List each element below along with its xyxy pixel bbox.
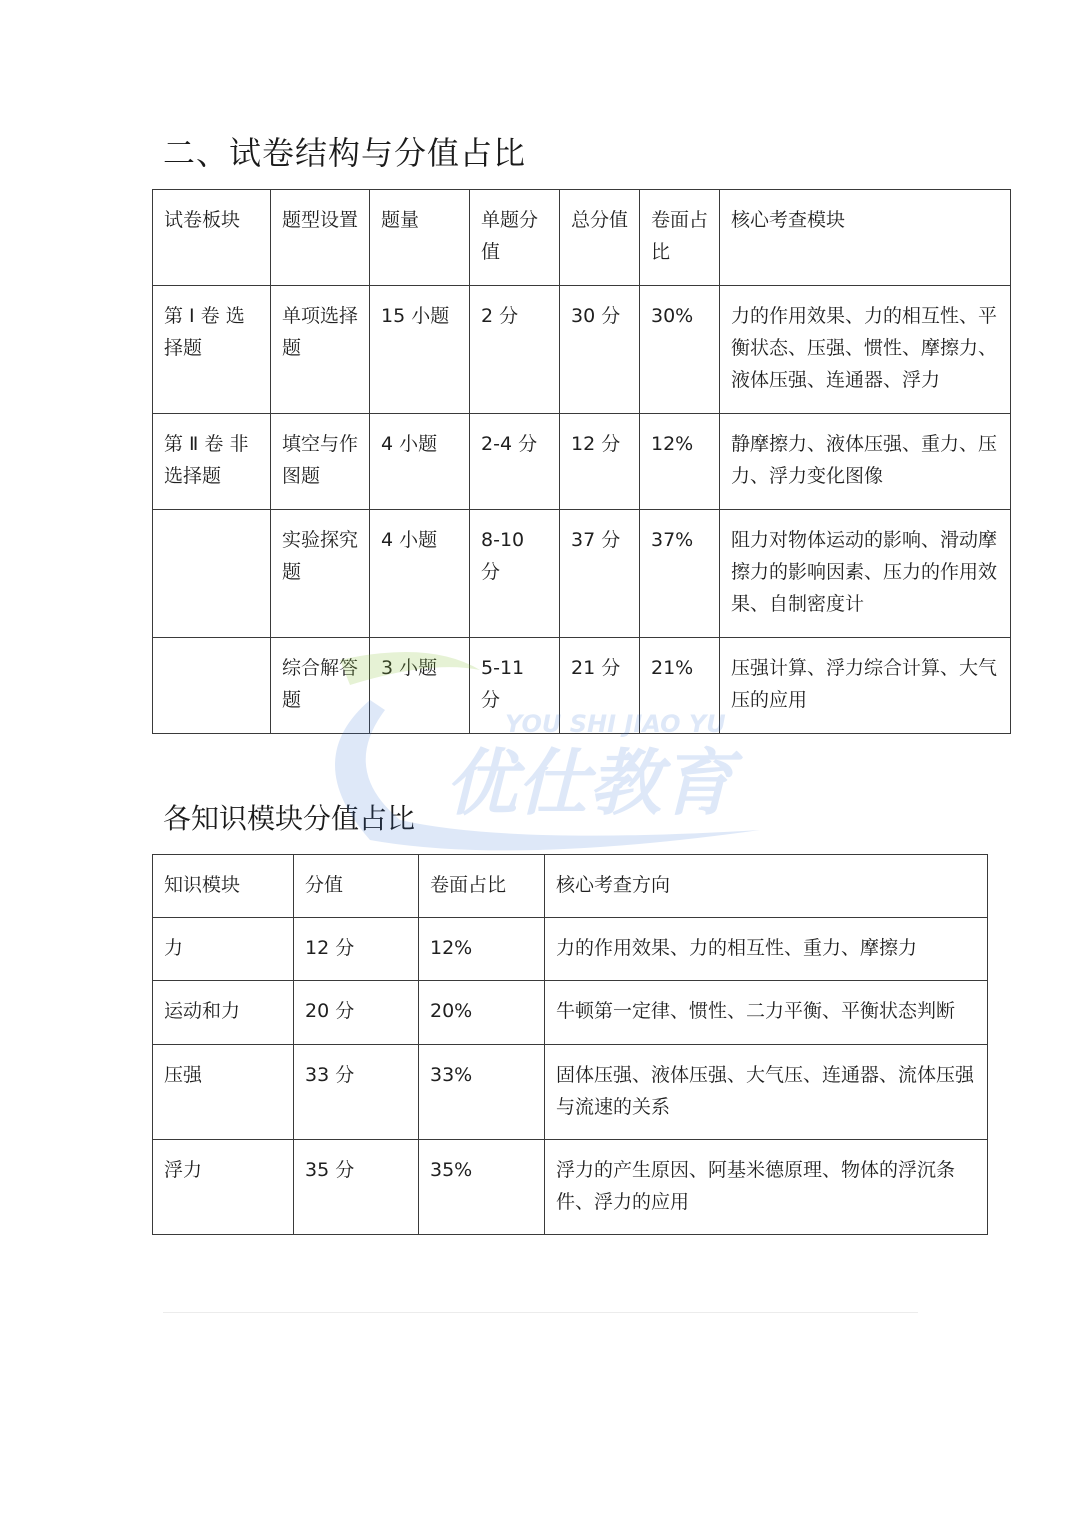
table-row — [153, 1140, 988, 1235]
table-cell — [153, 510, 271, 638]
table-cell: 4 小题 — [370, 414, 470, 510]
table-cell: 单项选择题 — [271, 286, 370, 414]
header-cell: 题量 — [370, 190, 470, 286]
table-cell: 压强 — [153, 1045, 294, 1140]
table-cell: 35% — [419, 1140, 545, 1235]
header-cell: 卷面占比 — [640, 190, 720, 286]
table-row — [153, 510, 1011, 638]
header-cell: 单题分值 — [470, 190, 560, 286]
table-cell: 33 分 — [294, 1045, 419, 1140]
table-cell: 12 分 — [560, 414, 640, 510]
table-cell: 30 分 — [560, 286, 640, 414]
table-cell: 浮力的产生原因、阿基米德原理、物体的浮沉条件、浮力的应用 — [545, 1140, 988, 1235]
table-cell: 2 分 — [470, 286, 560, 414]
table-cell: 37 分 — [560, 510, 640, 638]
table-cell: 力的作用效果、力的相互性、重力、摩擦力 — [545, 918, 988, 981]
table-cell: 8-10 分 — [470, 510, 560, 638]
header-cell: 总分值 — [560, 190, 640, 286]
table-cell: 固体压强、液体压强、大气压、连通器、流体压强与流速的关系 — [545, 1045, 988, 1140]
header-cell: 试卷板块 — [153, 190, 271, 286]
table-header-row — [153, 855, 988, 918]
header-cell: 核心考查模块 — [720, 190, 1011, 286]
table-cell: 21% — [640, 638, 720, 734]
table-cell: 2-4 分 — [470, 414, 560, 510]
table-cell: 力的作用效果、力的相互性、平衡状态、压强、惯性、摩擦力、液体压强、连通器、浮力 — [720, 286, 1011, 414]
table-cell — [153, 638, 271, 734]
table-cell: 12% — [640, 414, 720, 510]
table-cell: 33% — [419, 1045, 545, 1140]
exam-structure-table — [152, 189, 1011, 734]
table-cell: 30% — [640, 286, 720, 414]
table-row — [153, 638, 1011, 734]
table-cell: 填空与作图题 — [271, 414, 370, 510]
header-cell: 核心考查方向 — [545, 855, 988, 918]
table-row — [153, 414, 1011, 510]
table-cell: 20% — [419, 981, 545, 1045]
table-row — [153, 286, 1011, 414]
knowledge-module-table — [152, 854, 988, 1235]
table-cell: 3 小题 — [370, 638, 470, 734]
table-cell: 浮力 — [153, 1140, 294, 1235]
watermark-text-en: YOU SHI JIAO YU — [505, 710, 726, 738]
section-title-exam-structure: 二、试卷结构与分值占比 — [163, 134, 527, 172]
table-cell: 37% — [640, 510, 720, 638]
watermark-text-cn: 优仕教育 — [445, 741, 734, 825]
table-cell: 运动和力 — [153, 981, 294, 1045]
table-cell: 实验探究题 — [271, 510, 370, 638]
table-row — [153, 918, 988, 981]
table-header-row — [153, 190, 1011, 286]
table-row — [153, 1045, 988, 1140]
header-cell: 知识模块 — [153, 855, 294, 918]
table-cell: 20 分 — [294, 981, 419, 1045]
table-row — [153, 981, 988, 1045]
table-cell: 21 分 — [560, 638, 640, 734]
table-cell: 15 小题 — [370, 286, 470, 414]
section-title-knowledge-modules: 各知识模块分值占比 — [163, 802, 416, 835]
table-cell: 5-11 分 — [470, 638, 560, 734]
header-cell: 卷面占比 — [419, 855, 545, 918]
table-cell: 第 Ⅱ 卷 非选择题 — [153, 414, 271, 510]
header-cell: 分值 — [294, 855, 419, 918]
table-cell: 4 小题 — [370, 510, 470, 638]
table-cell: 牛顿第一定律、惯性、二力平衡、平衡状态判断 — [545, 981, 988, 1045]
table-cell: 静摩擦力、液体压强、重力、压力、浮力变化图像 — [720, 414, 1011, 510]
table-cell: 12% — [419, 918, 545, 981]
table-cell: 35 分 — [294, 1140, 419, 1235]
table-cell: 综合解答题 — [271, 638, 370, 734]
table-cell: 力 — [153, 918, 294, 981]
table-cell: 12 分 — [294, 918, 419, 981]
table-cell: 第 Ⅰ 卷 选择题 — [153, 286, 271, 414]
footer-divider — [163, 1312, 918, 1313]
header-cell: 题型设置 — [271, 190, 370, 286]
table-cell: 压强计算、浮力综合计算、大气压的应用 — [720, 638, 1011, 734]
table-cell: 阻力对物体运动的影响、滑动摩擦力的影响因素、压力的作用效果、自制密度计 — [720, 510, 1011, 638]
